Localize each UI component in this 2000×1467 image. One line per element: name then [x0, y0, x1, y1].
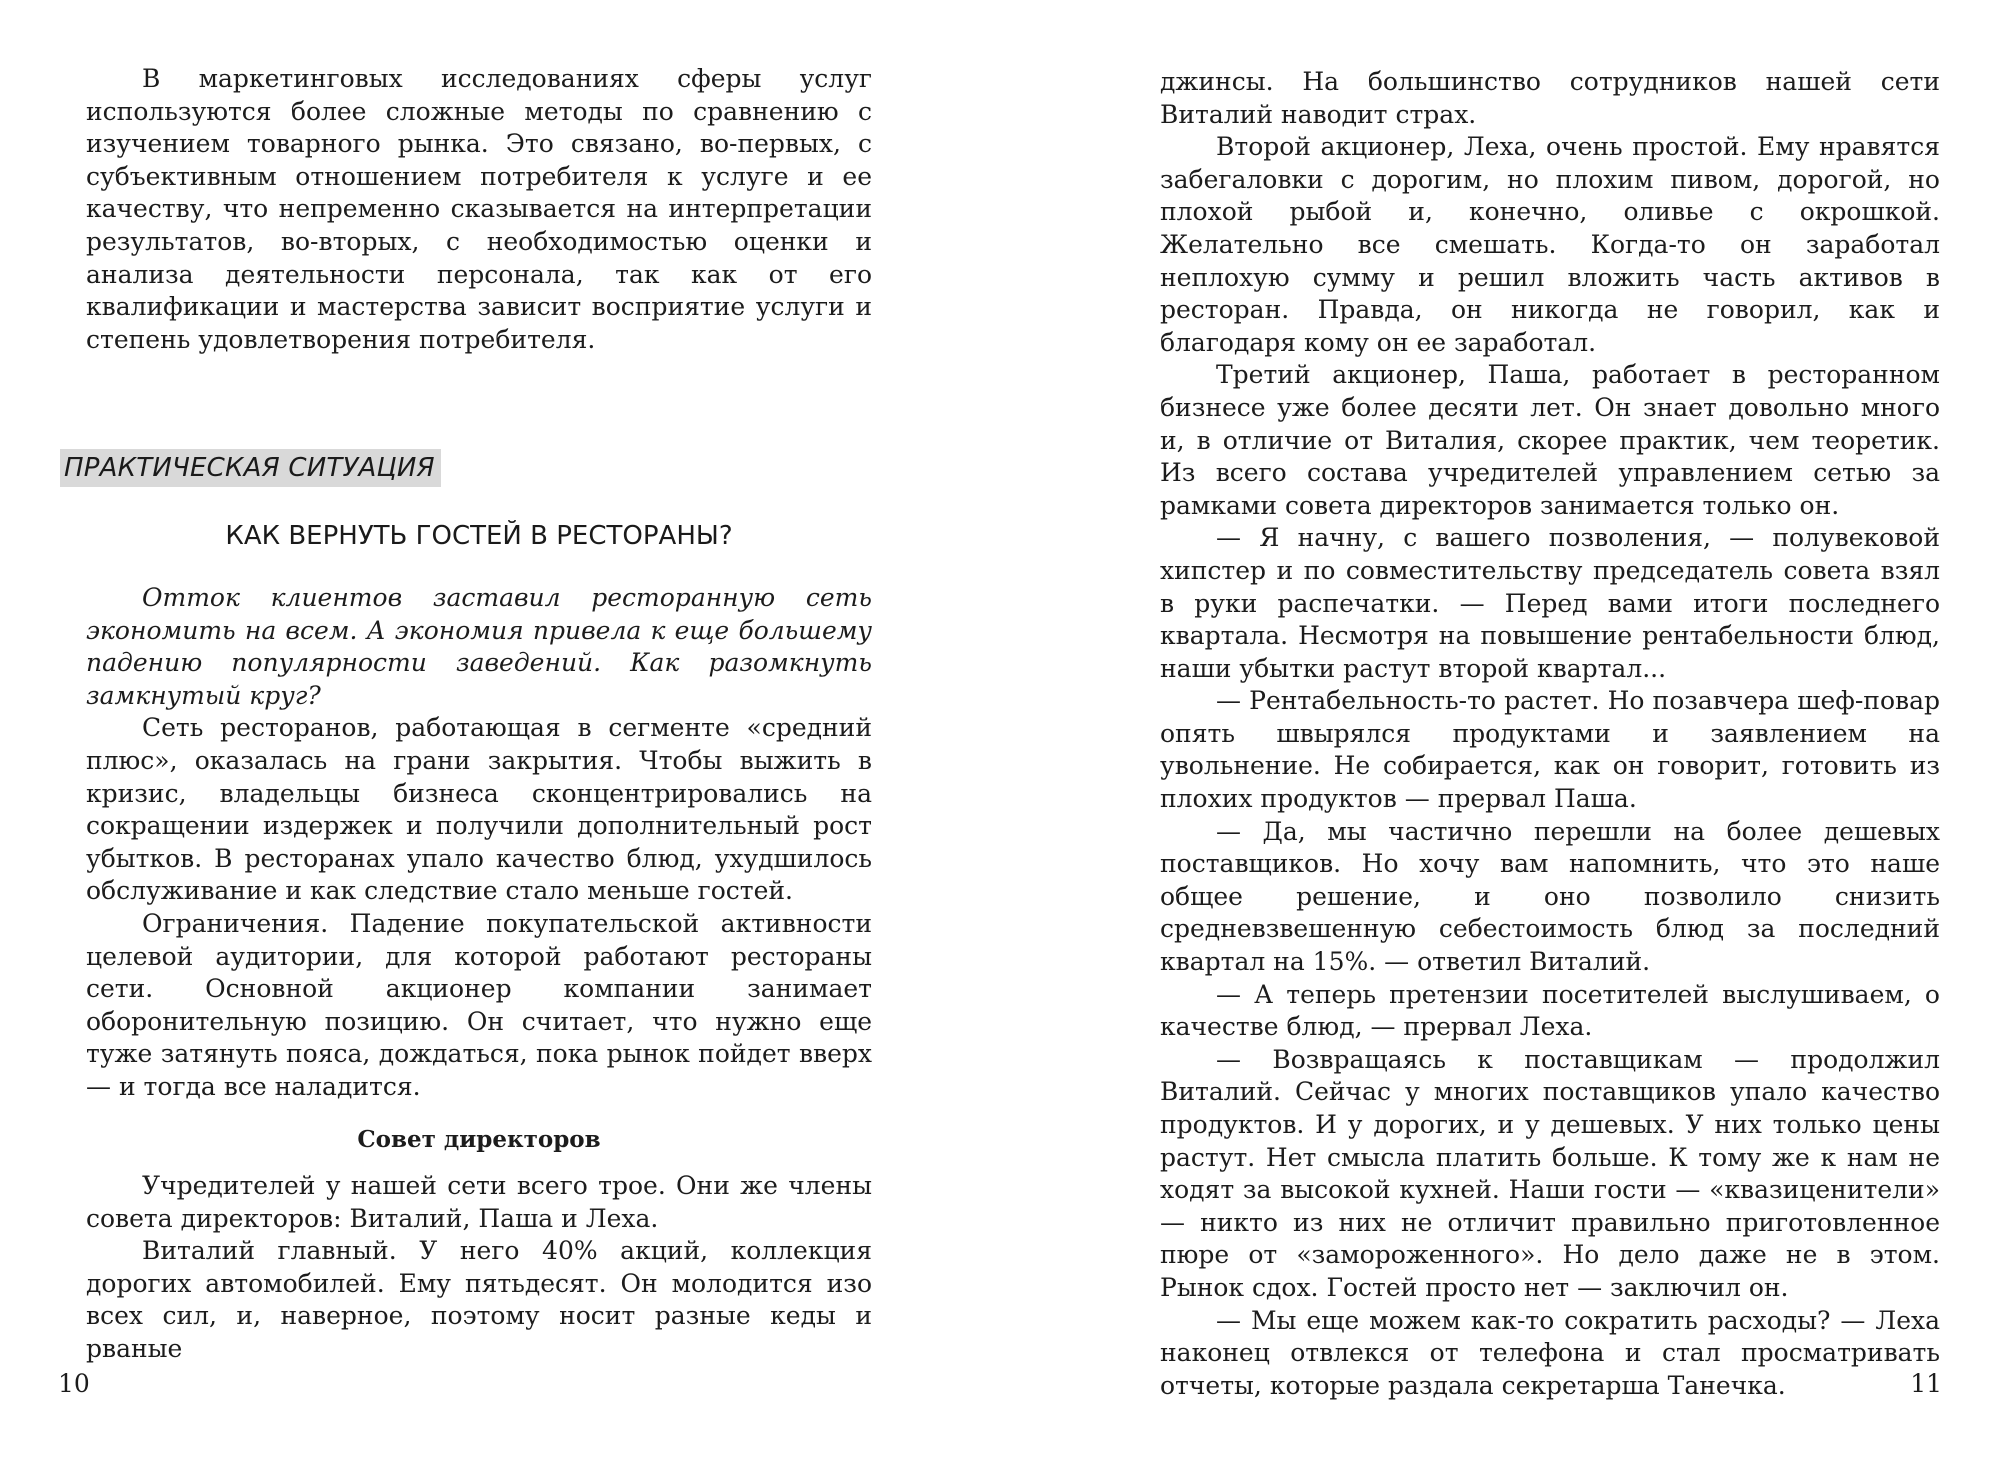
board-paragraph: Виталий главный. У него 40% акций, коллекция дорогих автомобилей. Ему пятьдесят. Он молодится изо всех сил, и, наверное, поэтому носит разные кеды и рваные [86, 1236, 872, 1363]
case-paragraph: Ограничения. Падение покупательской активности целевой аудитории, для которой работают рестораны сети. Основной акционер компании занимает оборонительную позицию. Он считает, что нужно еще туже затянуть пояса, дождаться, пока рынок пойдет вверх — и тогда все наладится. [86, 908, 872, 1101]
dialogue-paragraph: — Да, мы частично перешли на более дешевых поставщиков. Но хочу вам напомнить, что это наше общее решение, и оно позволило снизить средневзвешенную себестоимость блюд за последний квартал на 15%. — ответил Виталий. [1160, 816, 1940, 977]
dialogue-paragraph: — Я начну, с вашего позволения, — полувековой хипстер и по совместительству председатель совета взял в руки распечатки. — Перед вами итоги последнего квартала. Несмотря на повышение рентабельности блюд, наши убытки растут второй квартал... [1160, 523, 1940, 683]
dialogue-paragraph: — А теперь претензии посетителей выслушиваем, о качестве блюд, — прервал Леха. [1160, 979, 1940, 1042]
intro-paragraph: В маркетинговых исследованиях сферы услуг используются более сложные методы по сравнению с изучением товарного рынка. Это связано, во-первых, с субъективным отношением потребителя к услуге и ее качеству, что непременно сказывается на интерпретации результатов, во-вторых, с необходимостью оценки и анализа деятельности персонала, так как от его квалификации и мастерства зависит восприятие услуги и степень удовлетворения потребителя. [86, 64, 872, 354]
body-paragraph: Второй акционер, Леха, очень простой. Ему нравятся забегаловки с дорогим, но плохим пивом, дорогой, но плохой рыбой и, конечно, оливье с окрошкой. Желательно все смешать. Когда-то он заработал неплохую сумму и решил вложить часть активов в ресторан. Правда, он никогда не говорил, как и благодаря кому он ее заработал. [1160, 132, 1940, 357]
subsection-title: Совет директоров [357, 1126, 601, 1153]
dialogue-paragraph: — Возвращаясь к поставщикам — продолжил Виталий. Сейчас у многих поставщиков упало качество продуктов. И у дорогих, и у дешевых. У них только цены растут. Нет смысла платить больше. К тому же к нам не ходят за высокой кухней. Наши гости — «квазиценители» — никто из них не отличит правильно приготовленное пюре от «замороженного». Но дело даже не в этом. Рынок сдох. Гостей просто нет — заключил он. [1160, 1044, 1940, 1302]
board-paragraph: Учредителей у нашей сети всего трое. Они же члены совета директоров: Виталий, Паша и Леха. [86, 1171, 872, 1233]
case-title: КАК ВЕРНУТЬ ГОСТЕЙ В РЕСТОРАНЫ? [225, 521, 733, 551]
body-paragraph: Третий акционер, Паша, работает в ресторанном бизнесе уже более десяти лет. Он знает довольно много и, в отличие от Виталия, скорее практик, чем теоретик. Из всего состава учредителей управлением сетью за рамками совета директоров занимается только он. [1160, 360, 1940, 520]
page-number-right: 11 [1910, 1369, 1942, 1398]
practical-situation-tag: ПРАКТИЧЕСКАЯ СИТУАЦИЯ [60, 449, 441, 487]
case-lead-paragraph: Отток клиентов заставил ресторанную сеть экономить на всем. А экономия привела к еще большему падению популярности заведений. Как разомкнуть замкнутый круг? [86, 583, 872, 710]
intro-block [86, 63, 872, 356]
continued-paragraph: джинсы. На большинство сотрудников нашей сети Виталий наводит страх. [1160, 67, 1940, 129]
case-block [86, 582, 872, 1104]
dialogue-paragraph: — Рентабельность-то растет. Но позавчера шеф-повар опять швырялся продуктами и заявлением на увольнение. Не собирается, как он говорит, готовить из плохих продуктов — прервал Паша. [1160, 686, 1940, 814]
case-paragraph: Сеть ресторанов, работающая в сегменте «средний плюс», оказалась на грани закрытия. Чтобы выжить в кризис, владельцы бизнеса сконцентрировались на сокращении издержек и получили дополнительный рост убытков. В ресторанах упало качество блюд, ухудшилось обслуживание и как следствие стало меньше гостей. [86, 713, 872, 906]
right-page [1000, 0, 2000, 1467]
dialogue-block [1160, 66, 1940, 1402]
page-number-left: 10 [58, 1369, 90, 1398]
dialogue-paragraph: — Мы еще можем как-то сократить расходы? — Леха наконец отвлекся от телефона и стал просматривать отчеты, которые раздала секретарша Танечка. [1160, 1305, 1940, 1400]
board-block [86, 1170, 872, 1366]
